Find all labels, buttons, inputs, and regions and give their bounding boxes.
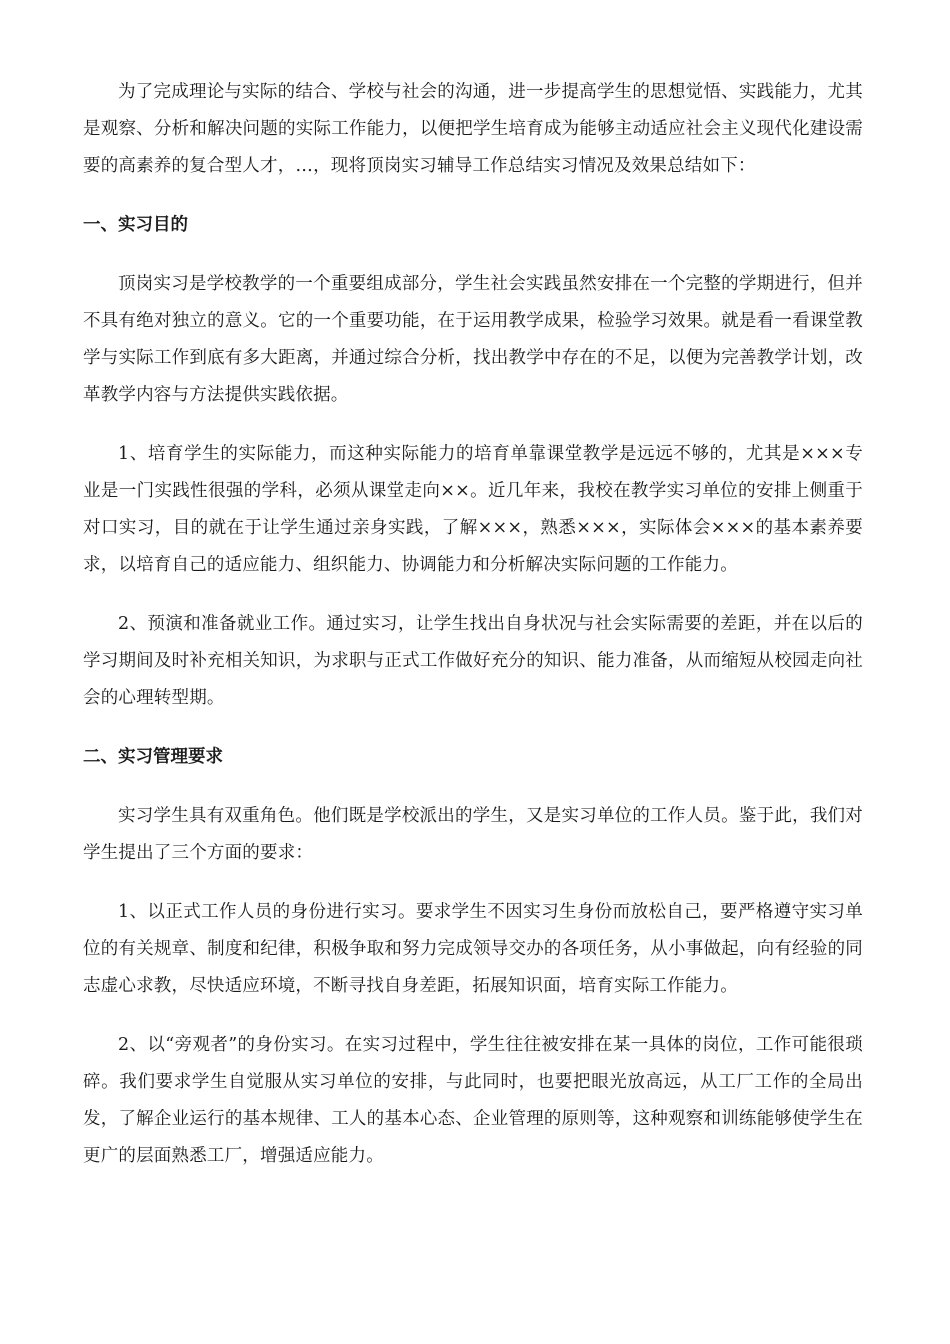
management-paragraph-3: 2、以“旁观者”的身份实习。在实习过程中，学生往往被安排在某一具体的岗位，工作可能很琐碎。我们要求学生自觉服从实习单位的安排，与此同时，也要把眼光放高远，从工厂工作的全局出发，了解企业运行的基本规律、工人的基本心态、企业管理的原则等，这种观察和训练能够使学生在更广的层面熟悉工厂，增强适应能力。 xyxy=(83,1035,863,1166)
management-paragraph-2: 1、以正式工作人员的身份进行实习。要求学生不因实习生身份而放松自己，要严格遵守实习单位的有关规章、制度和纪律，积极争取和努力完成领导交办的各项任务，从小事做起，向有经验的同志虚心求教，尽快适应环境，不断寻找自身差距，拓展知识面，培育实际工作能力。 xyxy=(83,902,863,996)
section-heading-purpose: 一、实习目的 xyxy=(83,215,188,235)
intro-paragraph: 为了完成理论与实际的结合、学校与社会的沟通，进一步提高学生的思想觉悟、实践能力，尤其是观察、分析和解决问题的实际工作能力，以便把学生培育成为能够主动适应社会主义现代化建设需要的高素养的复合型人才，…，现将顶岗实习辅导工作总结实习情况及效果总结如下： xyxy=(83,82,863,176)
management-paragraph-1: 实习学生具有双重角色。他们既是学校派出的学生，又是实习单位的工作人员。鉴于此，我们对学生提出了三个方面的要求： xyxy=(83,806,863,863)
purpose-paragraph-1: 顶岗实习是学校教学的一个重要组成部分，学生社会实践虽然安排在一个完整的学期进行，但并不具有绝对独立的意义。它的一个重要功能，在于运用教学成果，检验学习效果。就是看一看课堂教学与实际工作到底有多大距离，并通过综合分析，找出教学中存在的不足，以便为完善教学计划，改革教学内容与方法提供实践依据。 xyxy=(83,274,863,405)
document-page xyxy=(83,74,863,1197)
purpose-paragraph-3: 2、预演和准备就业工作。通过实习，让学生找出自身状况与社会实际需要的差距，并在以后的学习期间及时补充相关知识，为求职与正式工作做好充分的知识、能力准备，从而缩短从校园走向社会的心理转型期。 xyxy=(83,614,863,708)
purpose-paragraph-2: 1、培育学生的实际能力，而这种实际能力的培育单靠课堂教学是远远不够的，尤其是×××专业是一门实践性很强的学科，必须从课堂走向××。近几年来，我校在教学实习单位的安排上侧重于对口实习，目的就在于让学生通过亲身实践，了解×××，熟悉×××，实际体会×××的基本素养要求，以培育自己的适应能力、组织能力、协调能力和分析解决实际问题的工作能力。 xyxy=(83,444,863,575)
section-heading-management: 二、实习管理要求 xyxy=(83,747,223,767)
